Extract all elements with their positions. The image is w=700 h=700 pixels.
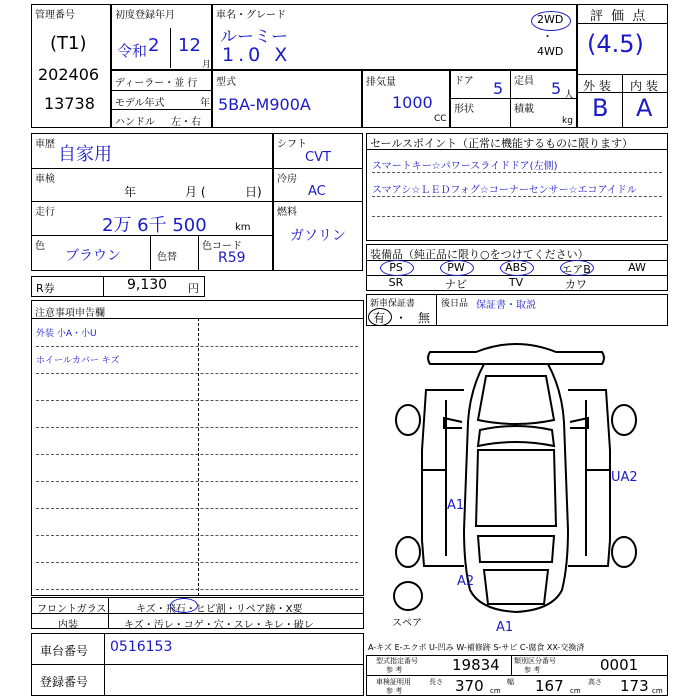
class-ref: 参 考: [524, 666, 541, 674]
front-glass-label: フロントガラス: [37, 604, 107, 615]
type-value: 5BA-M900A: [218, 95, 311, 114]
note-line-2: ホイールカバー キズ: [36, 356, 120, 366]
equipment-item: TV: [508, 276, 524, 289]
eval-label: 評 価 点: [590, 9, 648, 24]
color-code-value: R59: [218, 250, 246, 266]
wheel-rear-left: [396, 537, 420, 567]
fuel-label: 燃料: [277, 207, 297, 218]
front-glass-value: キズ・飛石・ヒビ割・リペア跡・X要: [136, 604, 303, 615]
warranty-label: 新車保証書: [370, 299, 416, 309]
width-unit: cm: [570, 687, 581, 695]
damage-mark-1: A1: [447, 498, 465, 513]
inspect-box: [31, 168, 273, 202]
car-name-label: 車名・グレード: [216, 10, 286, 21]
front-bumper-outline: [428, 344, 604, 364]
equipment-item: PW: [447, 261, 465, 274]
warranty-dot: ・: [395, 311, 408, 325]
equipment-item: ナビ: [445, 278, 467, 291]
height-unit: cm: [652, 687, 663, 695]
mileage-unit: km: [235, 222, 251, 233]
load-label: 積載: [514, 104, 534, 115]
handle-label: ハンドル: [115, 117, 155, 128]
class-label: 類別区分番号: [514, 657, 556, 665]
inspect-year: 年: [124, 185, 137, 199]
fuel-value: ガソリン: [290, 228, 346, 244]
inspect-label: 車検: [35, 174, 55, 185]
shift-label: シフト: [277, 139, 307, 150]
sales-title: セールスポイント（正常に機能するものに限ります）: [370, 137, 634, 150]
shift-value: CVT: [305, 150, 331, 165]
chip-circle: [170, 598, 198, 613]
inspect-month: 月 (: [185, 185, 206, 199]
ext-label: 外 装: [583, 79, 611, 93]
equipment-circle: [380, 260, 414, 276]
note-rule: [36, 454, 358, 455]
mgmt-label: 管理番号: [35, 10, 75, 21]
mgmt-number-2: 13738: [44, 94, 95, 113]
ac-label: 冷房: [277, 174, 297, 185]
model-year-unit: 年: [200, 98, 210, 109]
recycle-unit: 円: [188, 282, 199, 295]
note-rule: [36, 508, 358, 509]
windshield-outline: [478, 426, 554, 446]
disp-value: 1000: [392, 93, 433, 112]
cert-ref: 参 考: [386, 687, 403, 695]
height-value: 173: [620, 677, 649, 695]
rear-outline: [484, 570, 548, 604]
drive-2wd: 2WD: [537, 13, 564, 26]
disp-label: 排気量: [366, 77, 396, 88]
mileage-label: 走行: [35, 207, 55, 218]
cert-label: 車検証明用: [376, 678, 411, 686]
chassis-value: 0516153: [110, 639, 173, 655]
int-grade: A: [636, 94, 653, 122]
warranty-no: 無: [418, 311, 431, 325]
repaint-label: 色替: [157, 252, 177, 263]
spare-tire: [394, 582, 422, 610]
equipment-title: 装備品（純正品に限り○をつけてください）: [370, 248, 589, 261]
reg-no-label: 登録番号: [40, 675, 89, 689]
door-label: ドア: [454, 76, 474, 87]
chassis-label: 車台番号: [40, 644, 89, 658]
class-value: 0001: [600, 656, 639, 674]
note-rule: [36, 562, 358, 563]
inspect-day: 日): [245, 185, 262, 199]
color-value: ブラウン: [65, 248, 121, 264]
equipment-item: カワ: [565, 278, 587, 291]
model-year-label: モデル年式: [115, 98, 165, 109]
sales-line-1: スマートキー☆パワースライドドア(左側): [372, 161, 558, 172]
recycle-value: 9,130: [127, 277, 168, 293]
capacity-value: 5: [551, 79, 562, 98]
car-damage-diagram: [366, 330, 666, 640]
later-label: 後日品: [441, 299, 469, 309]
damage-mark-3: A2: [457, 574, 475, 589]
wheel-front-right: [612, 405, 636, 435]
type-cert-ref: 参 考: [386, 666, 403, 674]
equipment-circle: [440, 260, 474, 276]
note-line-1: 外装 小A・小U: [36, 329, 97, 339]
height-label: 高さ: [588, 678, 602, 686]
history-value: 自家用: [58, 144, 112, 165]
history-label: 車歴: [35, 139, 55, 150]
type-label: 型式: [216, 77, 236, 88]
drive-4wd: 4WD: [537, 45, 564, 58]
load-unit: kg: [562, 116, 573, 126]
equipment-item: PS: [389, 261, 403, 274]
door-value: 5: [493, 79, 504, 98]
later-value: 保証書・取説: [476, 300, 536, 311]
wheel-front-left: [396, 405, 420, 435]
interior-label: 内装: [58, 620, 78, 631]
ext-grade: B: [592, 94, 609, 122]
mgmt-code: (T1): [50, 33, 87, 54]
mileage-value: 2万 6千 500: [102, 215, 207, 236]
note-rule: [36, 373, 358, 374]
note-rule: [36, 400, 358, 401]
recycle-label: R券: [36, 282, 55, 295]
damage-mark-4: A1: [496, 620, 514, 635]
note-rule: [36, 427, 358, 428]
note-rule: [36, 346, 358, 347]
color-code-label: 色コード: [202, 241, 242, 252]
notes-title: 注意事項申告欄: [35, 308, 105, 319]
reg-era: 令和: [117, 42, 148, 60]
length-label: 長さ: [429, 678, 443, 686]
rear-window-outline: [478, 536, 554, 562]
shape-label: 形状: [454, 104, 474, 115]
type-cert-value: 19834: [452, 656, 500, 674]
length-value: 370: [455, 677, 484, 695]
drive-dot: ・: [542, 30, 553, 43]
color-label: 色: [35, 241, 45, 252]
type-cert-label: 型式指定番号: [376, 657, 418, 665]
warranty-yes: 有: [373, 311, 386, 325]
equipment-circle: [500, 260, 534, 276]
equipment-item: ABS: [505, 261, 527, 274]
reg-month-unit: 月: [202, 60, 212, 70]
equipment-item: エアB: [561, 263, 591, 276]
capacity-label: 定員: [514, 76, 534, 87]
ac-value: AC: [308, 184, 326, 199]
equipment-circle: [560, 260, 594, 276]
disp-unit: CC: [434, 114, 447, 124]
handle-value: 左・右: [171, 117, 201, 128]
note-rule: [36, 535, 358, 536]
left-side-outline: [422, 390, 464, 566]
car-grade: 1.0 X: [222, 44, 292, 66]
equipment-item: AW: [628, 261, 646, 274]
note-rule: [36, 481, 358, 482]
equipment-item: SR: [388, 276, 404, 289]
reg-month: 12: [178, 35, 201, 56]
body-outline: [464, 364, 568, 612]
note-rule: [36, 589, 358, 590]
mgmt-number-1: 202406: [38, 65, 100, 84]
eval-score: (4.5): [587, 30, 644, 58]
recycle-box: [31, 276, 205, 297]
wheel-rear-right: [612, 537, 636, 567]
interior-value: キズ・汚レ・コゲ・穴・スレ・キレ・破レ: [124, 620, 314, 631]
width-label: 幅: [507, 678, 514, 686]
hood-outline: [478, 376, 554, 424]
spare-label: スペア: [392, 618, 422, 629]
reg-year: 2: [148, 35, 160, 56]
width-value: 167: [535, 677, 564, 695]
car-name: ルーミー: [220, 27, 288, 47]
length-unit: cm: [490, 687, 501, 695]
capacity-unit: 人: [564, 90, 574, 101]
sales-line-2: スマアシ☆ＬＥＤフォグ☆コーナーセンサー☆エコアイドル: [372, 185, 637, 196]
damage-mark-2: UA2: [611, 470, 638, 485]
dealer-label: ディーラー・並 行: [115, 78, 198, 89]
roof-outline: [476, 450, 556, 526]
reg-date-label: 初度登録年月: [115, 10, 175, 21]
right-side-outline: [568, 390, 610, 566]
damage-legend: A-キズ E-エクボ U-凹み W-補修跡 S-サビ C-腐食 XX-交換済: [368, 643, 585, 652]
int-label: 内 装: [630, 79, 658, 93]
